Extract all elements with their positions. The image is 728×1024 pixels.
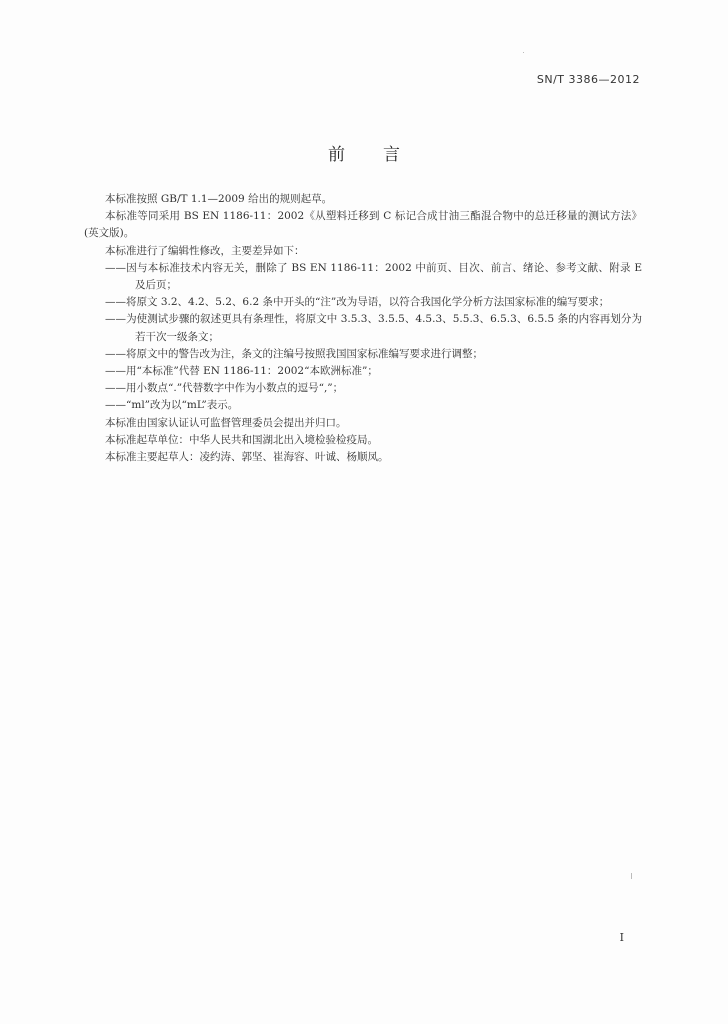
paragraph: 本标准起草单位：中华人民共和国湖北出入境检验检疫局。 <box>105 433 378 446</box>
foreword-body <box>84 191 642 466</box>
paragraph: 本标准进行了编辑性修改，主要差异如下： <box>105 244 305 257</box>
change-list-item: ——将原文中的警告改为注，条文的注编号按照我国国家标准编写要求进行调整； <box>105 347 483 360</box>
change-list-item: ——因与本标准技术内容无关，删除了 BS EN 1186-11：2002 中前页、目次、前言、绪论、参考文献、附录 E 及后页； <box>105 261 642 292</box>
scan-speck <box>631 873 632 879</box>
change-list-item: ——用“本标准”代替 EN 1186-11：2002“本欧洲标准”； <box>105 365 378 378</box>
change-list-item: ——为使测试步骤的叙述更具有条理性，将原文中 3.5.3、3.5.5、4.5.3、5.5.3、6.5.3、6.5.5 条的内容再划分为若干次一级条文； <box>105 313 642 343</box>
paragraph: 本标准按照 GB/T 1.1—2009 给出的规则起草。 <box>105 193 333 205</box>
change-list-item: ——“ml”改为以“mL”表示。 <box>105 399 239 412</box>
paragraph: 本标准主要起草人：凌约涛、郭坚、崔海容、叶诚、杨顺凤。 <box>105 451 389 464</box>
change-list-item: ——用小数点“.”代替数字中作为小数点的逗号“,”； <box>105 382 344 395</box>
paragraph: 本标准等同采用 BS EN 1186-11：2002《从塑料迁移到 C 标记合成甘油三酯混合物中的总迁移量的测试方法》(英文版)。 <box>84 210 642 240</box>
scan-speck <box>523 52 524 53</box>
standard-number: SN/T 3386—2012 <box>536 73 640 86</box>
page-number: I <box>619 931 624 944</box>
paragraph: 本标准由国家认证认可监督管理委员会提出并归口。 <box>105 416 347 429</box>
page-title: 前言 <box>328 145 438 165</box>
change-list-item: ——将原文 3.2、4.2、5.2、6.2 条中开头的“注”改为导语，以符合我国化学分析方法国家标准的编写要求； <box>105 296 610 309</box>
